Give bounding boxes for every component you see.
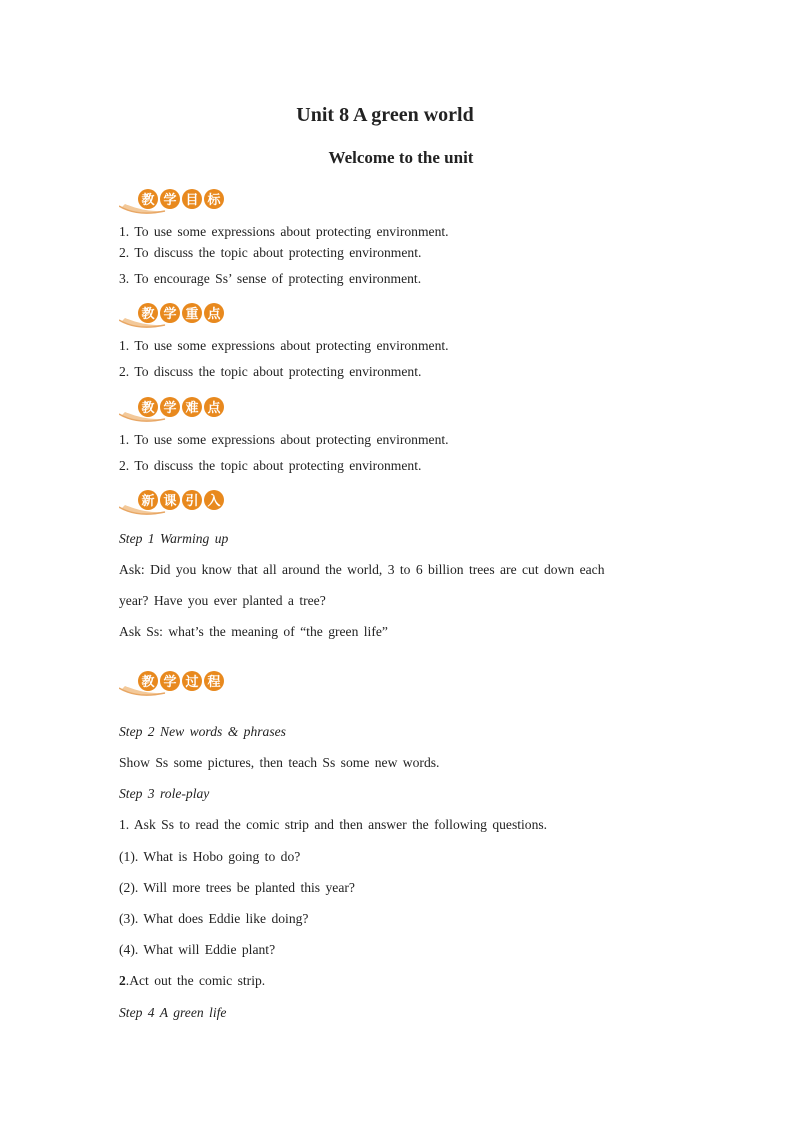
question-item: (3). What does Eddie like doing? xyxy=(119,911,309,926)
badge-char: 引 xyxy=(185,493,199,508)
badge-difficulties xyxy=(119,394,225,424)
badge-char: 学 xyxy=(163,192,177,207)
key-point-item: 1. To use some expressions about protecting environment. xyxy=(119,338,449,353)
badge-char: 过 xyxy=(185,674,199,689)
question-item: (4). What will Eddie plant? xyxy=(119,942,276,957)
step3-title: Step 3 role-play xyxy=(119,786,210,801)
lead-in-line: Ask Ss: what’s the meaning of “the green life” xyxy=(119,624,388,639)
badge-char: 学 xyxy=(163,400,177,415)
badge-char: 点 xyxy=(207,306,221,321)
badge-char: 入 xyxy=(207,493,221,508)
badge-key-points xyxy=(119,300,225,330)
act-out-line xyxy=(119,973,265,989)
difficulty-item: 1. To use some expressions about protecting environment. xyxy=(119,432,449,447)
step1-title: Step 1 Warming up xyxy=(119,531,229,546)
badge-char: 程 xyxy=(207,674,221,689)
objective-item: 2. To discuss the topic about protecting environment. xyxy=(119,245,422,260)
key-point-item: 2. To discuss the topic about protecting environment. xyxy=(119,364,422,379)
lead-in-line: year? Have you ever planted a tree? xyxy=(119,593,326,608)
page-subtitle: Welcome to the unit xyxy=(328,148,474,167)
badge-char: 教 xyxy=(141,192,155,207)
badge-char: 目 xyxy=(185,192,199,207)
badge-char: 教 xyxy=(141,400,155,415)
badge-char: 课 xyxy=(163,493,177,508)
step2-text: Show Ss some pictures, then teach Ss some new words. xyxy=(119,755,440,770)
step4-title: Step 4 A green life xyxy=(119,1005,227,1020)
lead-in-line: Ask: Did you know that all around the world, 3 to 6 billion trees are cut down each xyxy=(119,562,605,577)
badge-char: 教 xyxy=(141,306,155,321)
badge-char: 教 xyxy=(141,674,155,689)
question-item: (1). What is Hobo going to do? xyxy=(119,849,301,864)
difficulty-item: 2. To discuss the topic about protecting environment. xyxy=(119,458,422,473)
objective-item: 3. To encourage Ss’ sense of protecting environment. xyxy=(119,271,422,286)
badge-char: 标 xyxy=(207,192,221,207)
act-out-text: .Act out the comic strip. xyxy=(125,973,266,988)
question-item: (2). Will more trees be planted this year? xyxy=(119,880,355,895)
objective-item: 1. To use some expressions about protecting environment. xyxy=(119,224,449,239)
badge-char: 学 xyxy=(163,674,177,689)
badge-char: 学 xyxy=(163,306,177,321)
page-title: Unit 8 A green world xyxy=(296,104,474,126)
step2-title: Step 2 New words & phrases xyxy=(119,724,286,739)
badge-char: 重 xyxy=(185,306,199,321)
act-out-number: 2 xyxy=(119,973,126,988)
badge-char: 新 xyxy=(141,493,155,508)
step3-intro: 1. Ask Ss to read the comic strip and then answer the following questions. xyxy=(119,817,548,832)
badge-lead-in xyxy=(119,487,225,517)
badge-objectives xyxy=(119,186,225,216)
badge-char: 难 xyxy=(185,400,199,415)
badge-process xyxy=(119,668,225,698)
badge-char: 点 xyxy=(207,400,221,415)
